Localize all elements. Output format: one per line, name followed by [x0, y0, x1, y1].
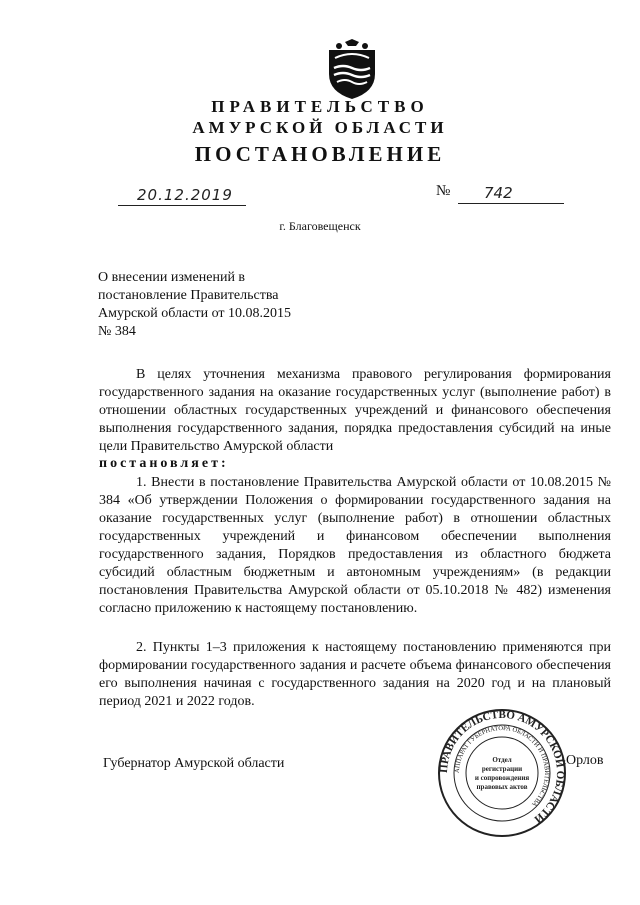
decree-word: постановляет: — [99, 456, 229, 471]
item-1-paragraph: 1. Внести в постановление Правительства Амурской области от 10.08.2015 № 384 «Об утверждении Положения о формировании государственного задания на оказание государственных услуг (выполнение работ) в отношении областных государственных учреждений и финансовом обеспечении выполнения государственного задания, Порядков предоставления из областного бюджета субсидий областным бюджетным и автономным учреждениям» (в редакции постановления Правительства Амурской области от 05.10.2018 № 482) изменения согласно приложению к настоящему постановлению. — [99, 475, 611, 616]
stamp-center-line: регистрации — [481, 765, 523, 773]
number-label: № — [436, 183, 451, 199]
city-name: г. Благовещенск — [279, 219, 361, 233]
subject-line: Амурской области от 10.08.2015 — [98, 306, 291, 321]
date-underline — [118, 205, 246, 206]
subject-line: О внесении изменений в — [98, 270, 246, 285]
stamp-center-line: правовых актов — [476, 783, 528, 791]
preamble-paragraph: В целях уточнения механизма правового регулирования формирования государственного задания на оказание государственных услуг (выполнение работ) в отношении областных государственных учреждений и финансового обеспечения выполнения государственного задания, порядка предоставления субсидий на иные цели Правительство Амурской области — [99, 367, 611, 454]
stamp-center-line: Отдел — [492, 756, 512, 764]
item-2-paragraph: 2. Пункты 1–3 приложения к настоящему постановлению применяются при формировании государственного задания и расчете объема финансового обеспечения его выполнения начиная с государственного задания на 2020 год и на плановый период 2021 и 2022 годов. — [99, 640, 611, 709]
handwritten-number: 742 — [484, 184, 513, 202]
subject-block — [98, 269, 358, 341]
government-name-line2: АМУРСКОЙ ОБЛАСТИ — [192, 118, 448, 137]
signatory-position: Губернатор Амурской области — [103, 756, 285, 771]
stamp-outer-text: ПРАВИТЕЛЬСТВО АМУРСКОЙ ОБЛАСТИ — [437, 708, 567, 826]
number-underline — [458, 203, 564, 204]
stamp-ring-text: АППАРАТ ГУБЕРНАТОРА ОБЛАСТИ И ПРАВИТЕЛЬСТВА — [453, 724, 551, 808]
government-name-line1: ПРАВИТЕЛЬСТВО — [211, 97, 429, 116]
signatory-surname: Орлов — [566, 753, 604, 768]
subject-line: постановление Правительства — [98, 288, 279, 303]
subject-line: № 384 — [98, 324, 136, 339]
document-type-title: ПОСТАНОВЛЕНИЕ — [194, 142, 446, 166]
handwritten-date: 20.12.2019 — [137, 186, 233, 204]
official-seal-stamp — [437, 708, 567, 838]
amur-region-coat-of-arms-icon — [325, 38, 379, 100]
stamp-center-line: и сопровождения — [474, 774, 530, 782]
